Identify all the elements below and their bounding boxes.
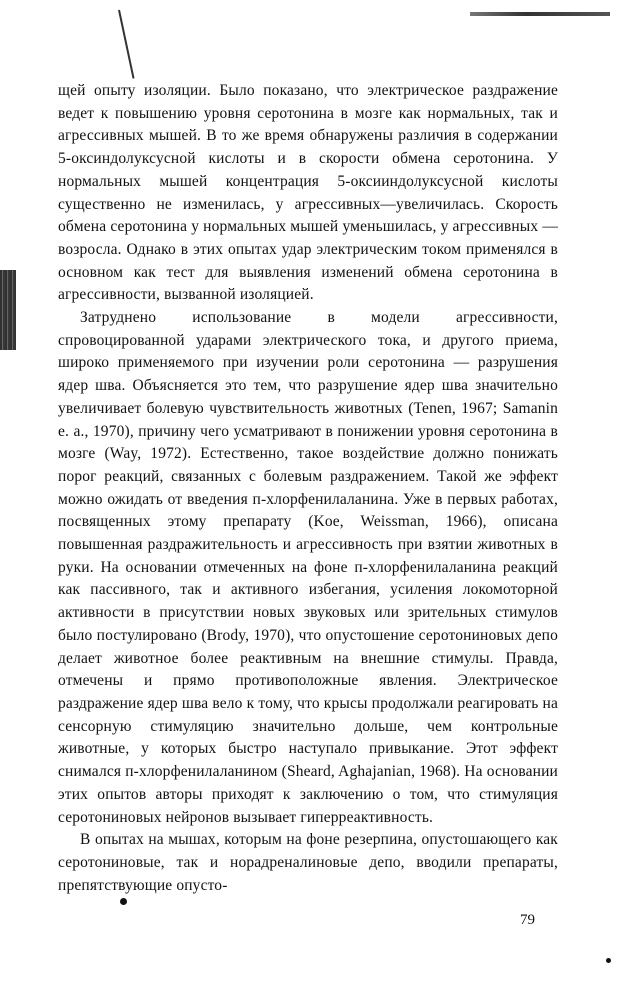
scan-dot bbox=[120, 898, 127, 905]
scan-dot bbox=[606, 958, 611, 963]
paragraph: Затруднено использование в модели агрессивности, спровоцированной ударами электрического тока, и другого приема, широко применяемого при изучении роли серотонина — разрушения ядер шва. Объясняется это тем, что разрушение ядер шва значительно увеличивает болевую чувствительность животных (Tenen, 1967; Samanin е. а., 1970), причину чего усматривают в понижении уровня серотонина в мозге (Way, 1972). Естественно, такое воздействие должно понижать порог реакций, связанных с болевым раздражением. Такой же эффект можно ожидать от введения п-хлорфенилаланина. Уже в первых работах, посвященных этому препарату (Koe, Weissman, 1966), описана повышенная раздражительность и агрессивность при взятии животных в руки. На основании отмеченных на фоне п-хлорфенилаланина реакций как пассивного, так и активного избегания, усиления локомоторной активности в присутствии новых звуковых или зрительных стимулов было постулировано (Brody, 1970), что опустошение серотониновых депо делает животное более реактивным на внешние стимулы. Правда, отмечены и прямо противоположные явления. Электрическое раздражение ядер шва вело к тому, что крысы продолжали реагировать на сенсорную стимуляцию значительно дольше, чем контрольные животные, у которых быстро наступало привыкание. Этот эффект снимался п-хлорфенилаланином (Sheard, Aghajanian, 1968). На основании этих опытов авторы приходят к заключению о том, что стимуляция серотониновых нейронов вызывает гиперреактивность. bbox=[58, 309, 558, 826]
body-text bbox=[58, 80, 558, 897]
scan-mark-top-right bbox=[470, 12, 610, 16]
scan-mark-top bbox=[118, 10, 135, 79]
scan-mark-left-edge bbox=[0, 270, 16, 350]
paragraph: В опытах на мышах, которым на фоне резерпина, опустошающего как серотониновые, так и норадреналиновые депо, вводили препараты, препятствующие опусто- bbox=[58, 831, 558, 894]
page-number: 79 bbox=[520, 912, 535, 928]
paragraph: щей опыту изоляции. Было показано, что электрическое раздражение ведет к повышению уровня серотонина в мозге как нормальных, так и агрессивных мышей. В то же время обнаружены различия в содержании 5-оксиндолуксусной кислоты и в скорости обмена серотонина. У нормальных мышей концентрация 5-оксииндолуксусной кислоты существенно не изменилась, у агрессивных—увеличилась. Скорость обмена серотонина у нормальных мышей уменьшилась, у агрессивных — возросла. Однако в этих опытах удар электрическим током применялся в основном как тест для выявления изменений обмена серотонина в агрессивности, вызванной изоляцией. bbox=[58, 82, 558, 304]
